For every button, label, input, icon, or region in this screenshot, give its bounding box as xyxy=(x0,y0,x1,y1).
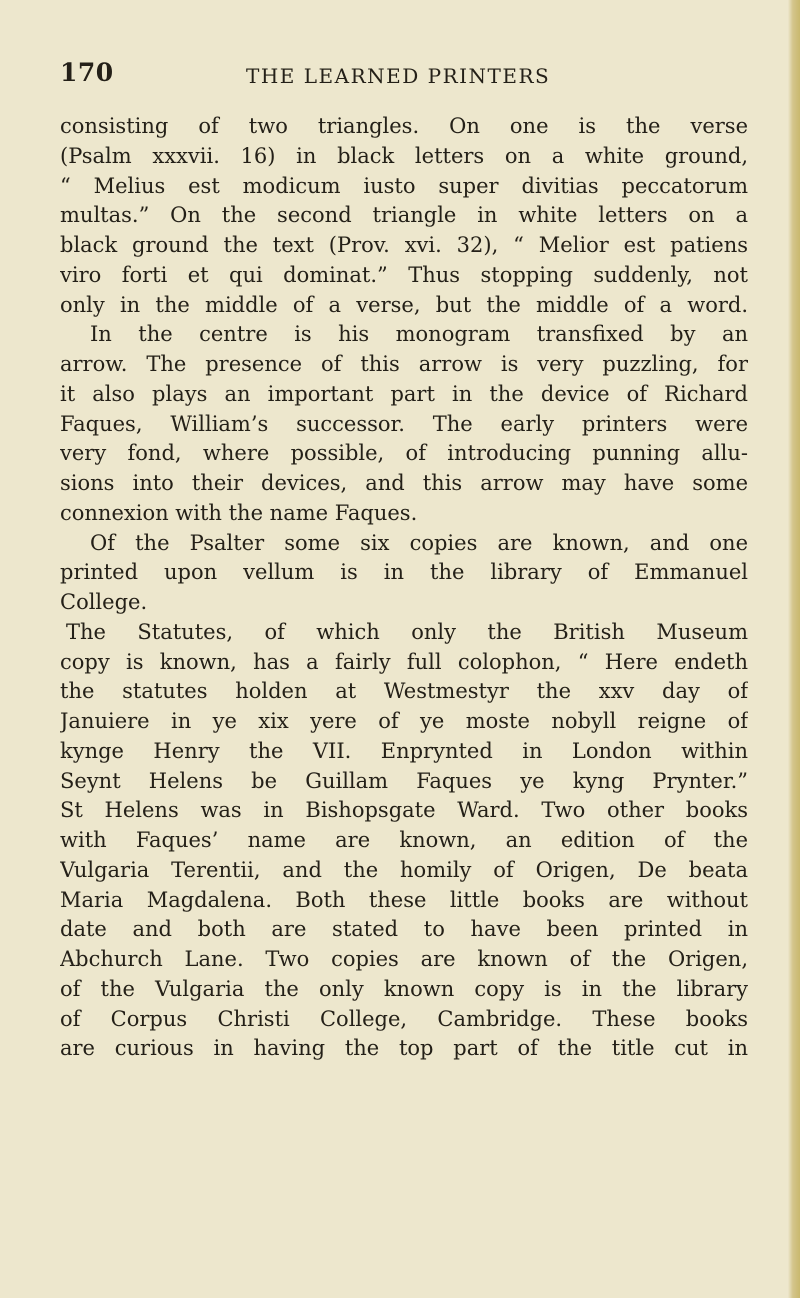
text-line: Of the Psalter some six copies are known, and one xyxy=(90,530,748,555)
page-number: 170 xyxy=(60,58,114,87)
text-line: Vulgaria Terentii, and the homily of Origen, De beata xyxy=(60,857,748,882)
text-line: connexion with the name Faques. xyxy=(60,500,418,525)
running-head: THE LEARNED PRINTERS xyxy=(246,64,551,88)
text-line: College. xyxy=(60,590,148,614)
text-line: viro forti et qui dominat.” Thus stopping suddenly, not xyxy=(60,262,748,287)
text-line: kynge Henry the VII. Enprynted in London within xyxy=(60,738,748,763)
text-line: only in the middle of a verse, but the middle of a word. xyxy=(60,292,748,317)
text-line: The Statutes, of which only the British Museum xyxy=(66,619,748,644)
text-line: St Helens was in Bishopsgate Ward. Two other books xyxy=(60,798,748,823)
text-line: printed upon vellum is in the library of Emmanuel xyxy=(60,560,748,585)
page-header xyxy=(60,58,750,92)
text-line: of Corpus Christi College, Cambridge. These books xyxy=(60,1006,748,1031)
text-line: very fond, where possible, of introducing punning allu- xyxy=(60,441,748,466)
text-line: black ground the text (Prov. xvi. 32), “ Melior est patiens xyxy=(60,233,748,257)
page-edge xyxy=(788,0,800,1298)
text-line: arrow. The presence of this arrow is very puzzling, for xyxy=(60,352,748,376)
text-line: of the Vulgaria the only known copy is in the library xyxy=(60,976,748,1001)
text-line: “ Melius est modicum iusto super divitias peccatorum xyxy=(60,173,748,198)
text-line: (Psalm xxxvii. 16) in black letters on a white ground, xyxy=(60,143,748,168)
text-line: Januiere in ye xix yere of ye moste nobyll reigne of xyxy=(60,709,748,733)
text-line: sions into their devices, and this arrow may have some xyxy=(60,471,748,495)
text-line: Maria Magdalena. Both these little books are without xyxy=(60,887,748,912)
text-line: multas.” On the second triangle in white letters on a xyxy=(60,203,748,228)
text-line: the statutes holden at Westmestyr the xxv day of xyxy=(60,679,748,704)
body-text xyxy=(60,112,748,1064)
text-line: it also plays an important part in the device of Richard xyxy=(60,381,748,406)
text-line: consisting of two triangles. On one is the verse xyxy=(60,114,748,138)
text-line: are curious in having the top part of the title cut in xyxy=(60,1036,748,1061)
text-line: date and both are stated to have been printed in xyxy=(60,917,748,942)
text-line: Seynt Helens be Guillam Faques ye kyng Prynter.” xyxy=(60,768,748,793)
text-line: Faques, William’s successor. The early printers were xyxy=(60,411,748,436)
text-line: In the centre is his monogram transfixed by an xyxy=(90,322,748,347)
text-line: with Faques’ name are known, an edition of the xyxy=(60,828,748,852)
text-line: copy is known, has a fairly full colophon, “ Here endeth xyxy=(60,649,748,674)
text-line: Abchurch Lane. Two copies are known of the Origen, xyxy=(60,947,748,971)
